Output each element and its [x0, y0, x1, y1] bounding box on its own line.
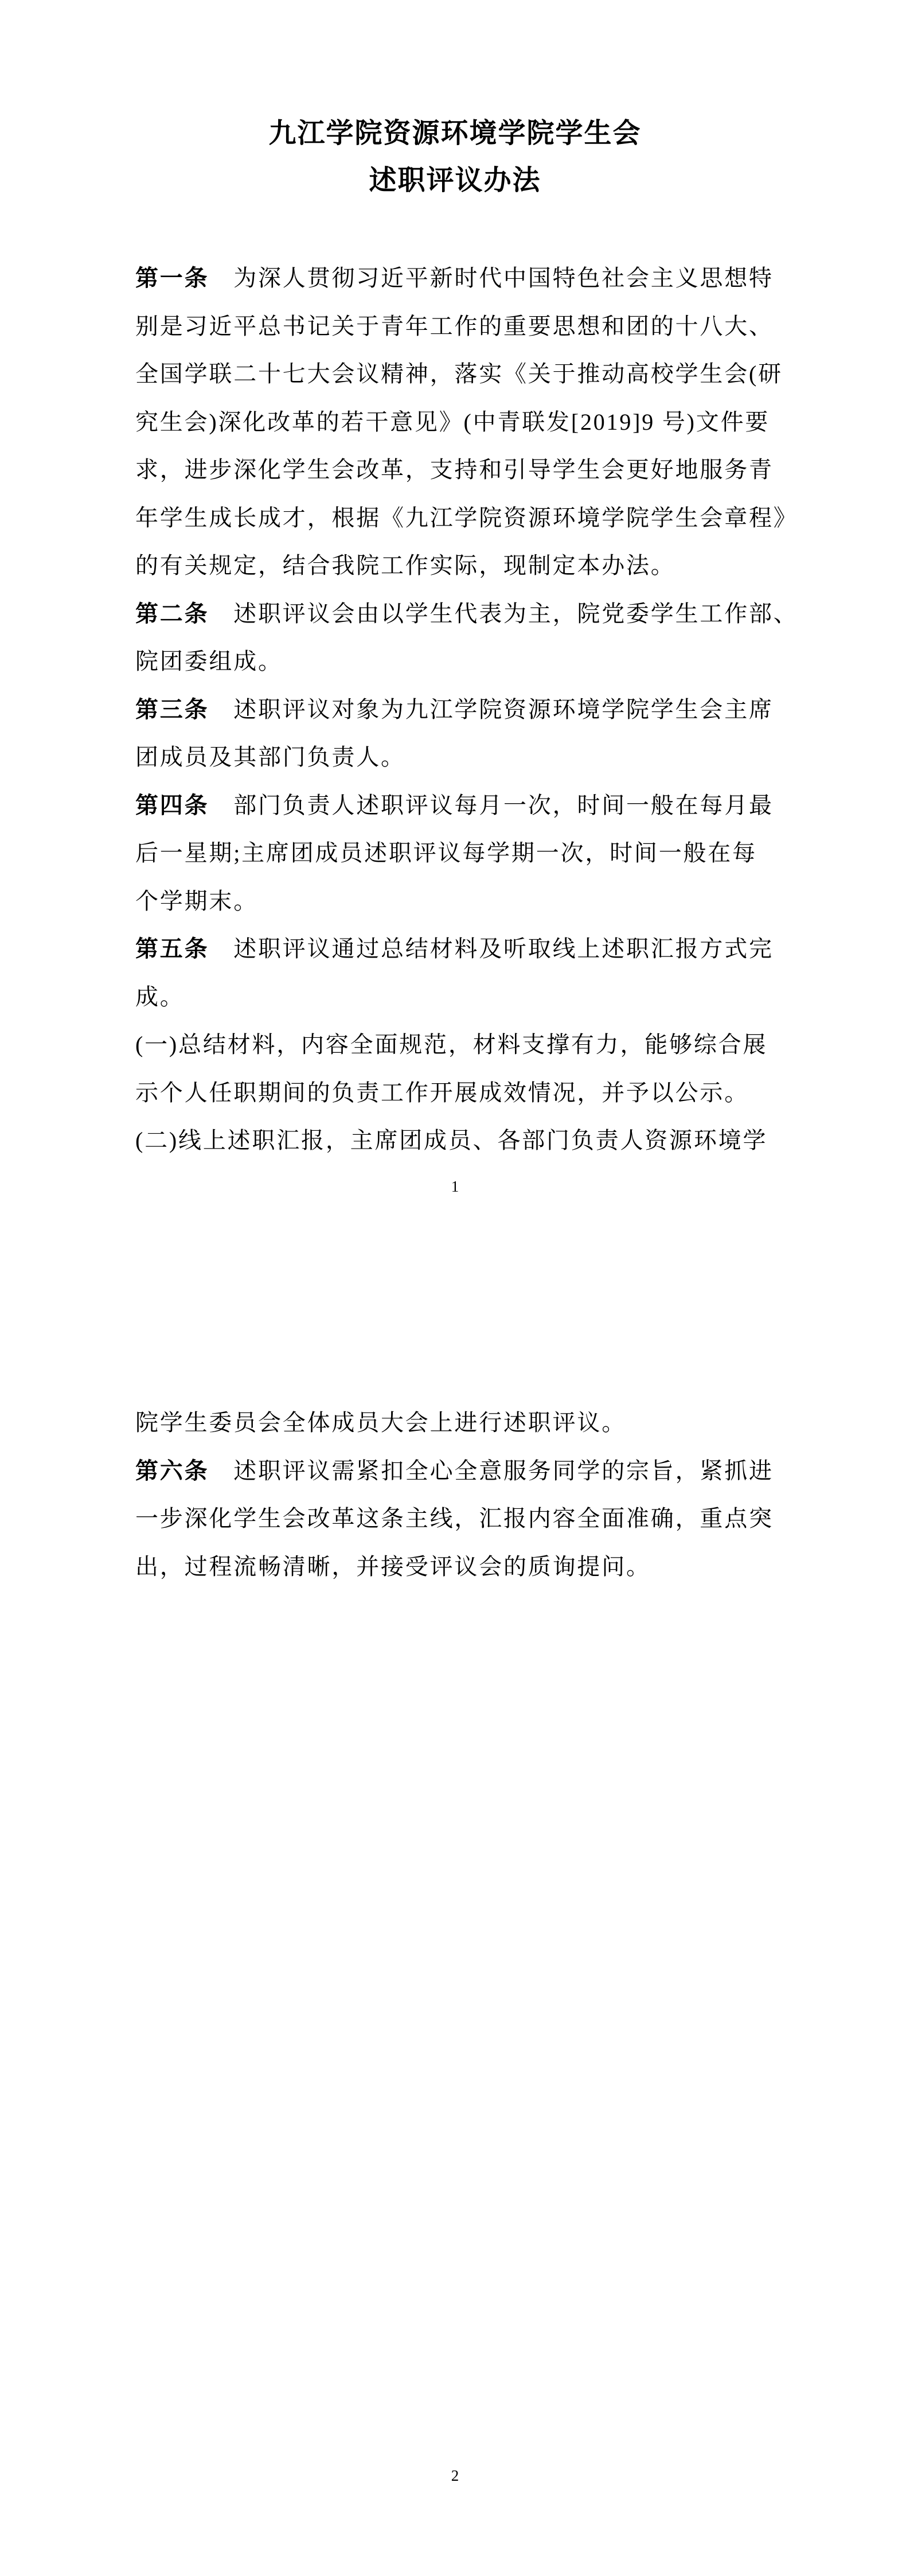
page-1-number: 1	[451, 1178, 459, 1195]
article-number: 第五条	[135, 936, 209, 962]
text-line	[135, 398, 779, 446]
article-number: 第三条	[135, 696, 209, 722]
line-text: 成。	[135, 983, 185, 1010]
text-line	[135, 1543, 779, 1591]
line-text: 后一星期;主席团成员述职评议每学期一次，时间一般在每	[135, 840, 757, 866]
article-number: 第一条	[135, 265, 209, 291]
line-text: 团成员及其部门负责人。	[135, 744, 405, 770]
article-number: 第四条	[135, 792, 209, 818]
text-line	[135, 350, 783, 398]
text-line	[135, 590, 798, 638]
article-number: 第六条	[135, 1457, 209, 1484]
line-text: 示个人任职期间的负责工作开展成效情况，并予以公示。	[135, 1079, 749, 1106]
line-text: 部门负责人述职评议每月一次，时间一般在每月最	[209, 792, 774, 818]
text-line	[135, 686, 779, 734]
line-text: 一步深化学生会改革这条主线，汇报内容全面准确，重点突	[135, 1505, 774, 1531]
text-line	[135, 1069, 779, 1117]
text-line	[135, 1116, 779, 1165]
text-line	[135, 1021, 779, 1069]
line-text: 别是习近平总书记关于青年工作的重要思想和团的十八大、	[135, 313, 774, 339]
text-line	[135, 446, 779, 494]
document-title-line2: 述职评议办法	[369, 165, 541, 196]
text-line	[135, 829, 779, 877]
text-line	[135, 1399, 779, 1447]
line-text: 院团委组成。	[135, 648, 283, 674]
text-line	[135, 494, 798, 542]
text-line	[135, 542, 779, 590]
line-text: 全国学联二十七大会议精神，落实《关于推动高校学生会(研	[135, 361, 783, 387]
line-text: 的有关规定，结合我院工作实际，现制定本办法。	[135, 552, 675, 578]
line-text: 为深人贯彻习近平新时代中国特色社会主义思想特	[209, 265, 774, 291]
text-line	[135, 637, 779, 686]
line-text: 述职评议会由以学生代表为主，院党委学生工作部、	[209, 600, 798, 627]
line-text: 述职评议需紧扣全心全意服务同学的宗旨，紧抓进	[209, 1457, 774, 1484]
text-line	[135, 781, 779, 830]
line-text: 述职评议通过总结材料及听取线上述职汇报方式完	[209, 936, 774, 962]
line-text: 出，过程流畅清晰，并接受评议会的质询提问。	[135, 1553, 651, 1579]
text-line	[135, 733, 779, 781]
text-line	[135, 877, 779, 925]
page-2-number: 2	[451, 2467, 459, 2484]
line-text: 述职评议对象为九江学院资源环境学院学生会主席	[209, 696, 774, 722]
text-line	[135, 925, 779, 973]
document-title-line1: 九江学院资源环境学院学生会	[268, 118, 642, 149]
line-text: 年学生成长成才，根据《九江学院资源环境学院学生会章程》	[135, 504, 798, 531]
text-line	[135, 302, 779, 351]
line-text: 求，进步深化学生会改革，支持和引导学生会更好地服务青	[135, 457, 774, 482]
line-text: (二)线上述职汇报，主席团成员、各部门负责人资源环境学	[135, 1127, 768, 1153]
text-line	[135, 973, 779, 1021]
line-text: 究生会)深化改革的若干意见》(中青联发[2019]9 号)文件要	[135, 408, 770, 435]
line-text: (一)总结材料，内容全面规范，材料支撑有力，能够综合展	[135, 1032, 768, 1057]
line-text: 院学生委员会全体成员大会上进行述职评议。	[135, 1410, 626, 1435]
text-line	[135, 1495, 779, 1543]
line-text: 个学期末。	[135, 888, 258, 914]
page-1-body	[135, 254, 798, 1165]
text-line	[135, 254, 779, 302]
page-2-body	[135, 1399, 779, 1590]
article-number: 第二条	[135, 600, 209, 627]
text-line	[135, 1447, 779, 1495]
